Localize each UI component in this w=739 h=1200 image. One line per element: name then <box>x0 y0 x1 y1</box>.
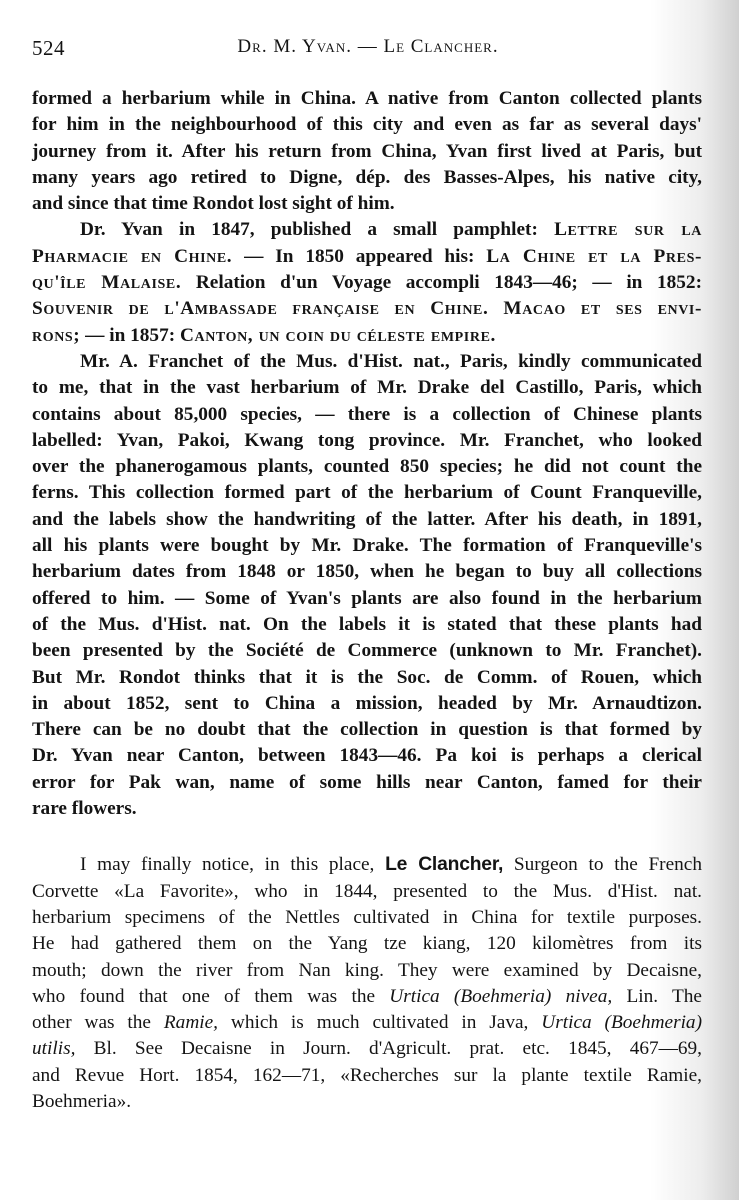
text-run: Surgeon to the French <box>503 854 703 876</box>
text-run: Bl. See Decaisne in Journ. d'Agricult. prat. etc. 1845, 467—69, <box>75 1038 702 1060</box>
text-line: Mr. A. Franchet of the Mus. d'Hist. nat., Paris, kindly communicated <box>80 350 702 372</box>
text-line: rare flowers. <box>32 798 137 820</box>
text-line <box>32 270 702 296</box>
publication-title: Pharmacie en Chine. <box>32 245 233 267</box>
text-line <box>32 1036 702 1062</box>
body-text <box>32 86 702 1115</box>
text-run: I may finally notice, in this place, <box>80 854 386 876</box>
species-name: Ramie, <box>163 1012 218 1034</box>
text-line: labelled: Yvan, Pakoi, Kwang tong province. Mr. Franchet, who looked <box>32 429 702 451</box>
text-line: of the Mus. d'Hist. nat. On the labels it is stated that these plants had <box>32 613 702 635</box>
paragraph-4 <box>32 852 702 1115</box>
text-line: all his plants were bought by Mr. Drake. The formation of Franqueville's <box>32 535 702 557</box>
text-line: and the labels show the handwriting of the latter. After his death, in 1891, <box>32 508 702 530</box>
text-run: who found that one of them was the <box>32 985 390 1007</box>
text-run: — in 1857: <box>80 324 180 346</box>
text-run: Lin. The <box>612 985 702 1007</box>
publication-title: Lettre sur la <box>554 219 703 241</box>
text-line: been presented by the Société de Commerce (unknown to Mr. Franchet). <box>32 640 702 662</box>
text-line: over the phanerogamous plants, counted 850 species; he did not count the <box>32 456 702 478</box>
publication-title: rons; <box>32 324 81 346</box>
text-line <box>32 244 702 270</box>
text-line <box>32 323 702 349</box>
text-run: Relation d'un Voyage accompli 1843—46; — in 1852: <box>181 272 702 294</box>
text-line: formed a herbarium while in China. A native from Canton collected plants <box>32 88 702 109</box>
text-line: mouth; down the river from Nan king. They were examined by Decaisne, <box>32 959 702 981</box>
text-line <box>32 296 702 322</box>
publication-title: La Chine et la Pres- <box>486 245 702 267</box>
running-head: Dr. M. Yvan. — Le Clancher. <box>237 36 499 57</box>
text-line <box>32 852 702 878</box>
text-line: But Mr. Rondot thinks that it is the Soc. de Comm. of Rouen, which <box>32 666 702 688</box>
text-run: Dr. Yvan in 1847, published a small pamphlet: <box>80 219 555 241</box>
text-line: offered to him. — Some of Yvan's plants are also found in the herbarium <box>32 587 702 609</box>
text-run: — In 1850 appeared his: <box>232 245 487 267</box>
text-line: journey from it. After his return from China, Yvan first lived at Paris, but <box>32 140 702 162</box>
species-name: utilis, <box>32 1038 76 1060</box>
person-name-bold: Le Clancher, <box>385 854 504 876</box>
text-line: ferns. This collection formed part of the herbarium of Count Franqueville, <box>32 482 702 504</box>
text-line: There can be no doubt that the collection in question is that formed by <box>32 719 702 741</box>
text-line <box>32 217 702 243</box>
text-run: which is much cultivated in Java, <box>217 1012 542 1034</box>
text-line: contains about 85,000 species, — there is a collection of Chinese plants <box>32 403 702 425</box>
text-line: and since that time Rondot lost sight of him. <box>32 193 395 215</box>
text-line: Corvette «La Favorite», who in 1844, presented to the Mus. d'Hist. nat. <box>32 880 702 902</box>
text-line: Boehmeria». <box>32 1090 132 1112</box>
publication-title: Canton, un coin du céleste empire. <box>179 324 496 346</box>
page-header <box>32 36 704 68</box>
text-line: error for Pak wan, name of some hills near Canton, famed for their <box>32 771 702 793</box>
publication-title: Souvenir de l'Ambassade française en Chine. Macao et ses envi- <box>32 298 702 320</box>
paragraph-3 <box>32 349 702 822</box>
paragraph-1 <box>32 86 702 217</box>
text-line: He had gathered them on the Yang tze kiang, 120 kilomètres from its <box>32 933 702 955</box>
text-line: and Revue Hort. 1854, 162—71, «Recherches sur la plante textile Ramie, <box>32 1064 702 1086</box>
text-line: to me, that in the vast herbarium of Mr. Drake del Castillo, Paris, which <box>32 377 702 399</box>
text-line: herbarium specimens of the Nettles cultivated in China for textile purposes. <box>32 906 702 928</box>
publication-title: qu'île Malaise. <box>32 272 182 294</box>
species-name: Urtica (Boehmeria) nivea, <box>389 985 613 1007</box>
text-line: herbarium dates from 1848 or 1850, when he began to buy all collections <box>32 561 702 583</box>
text-line: for him in the neighbourhood of this city and even as far as several days' <box>32 114 702 136</box>
text-line: many years ago retired to Digne, dép. des Basses-Alpes, his native city, <box>32 166 702 188</box>
text-line: Dr. Yvan near Canton, between 1843—46. Pa koi is perhaps a clerical <box>32 745 702 767</box>
species-name: Urtica (Boehmeria) <box>541 1012 702 1034</box>
text-line <box>32 984 702 1010</box>
page-number: 524 <box>32 36 65 60</box>
text-line: in about 1852, sent to China a mission, headed by Mr. Arnaudtizon. <box>32 692 702 714</box>
text-line <box>32 1010 702 1036</box>
paragraph-2 <box>32 217 702 348</box>
text-run: other was the <box>32 1012 164 1034</box>
